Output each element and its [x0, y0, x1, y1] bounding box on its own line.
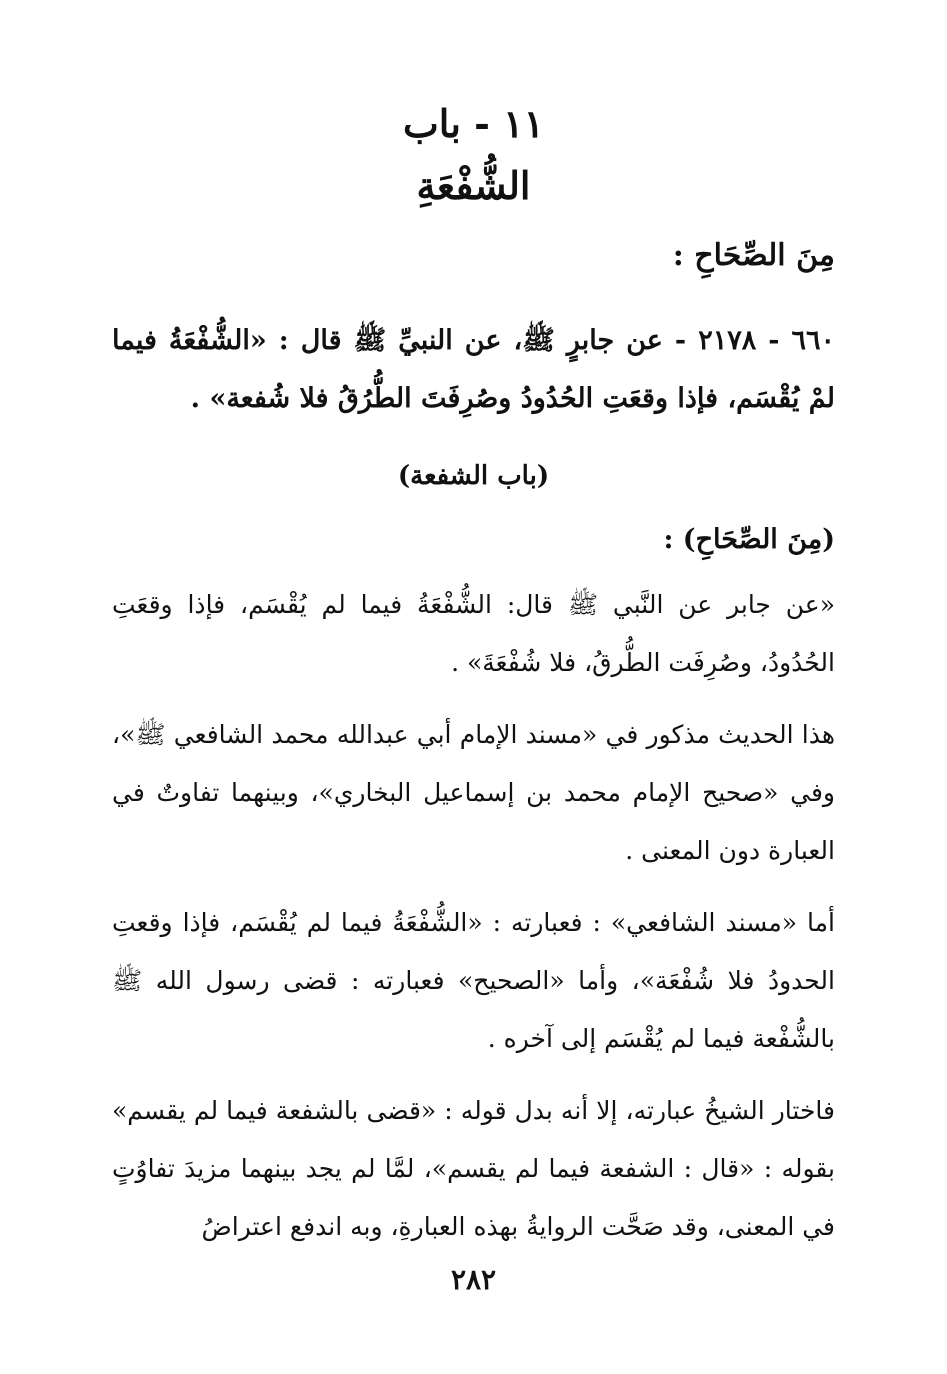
chapter-number: ١١ - باب — [403, 101, 544, 146]
commentary-paragraph: أما «مسند الشافعي» : فعبارته : «الشُّفْعَةُ فيما لم يُقْسَم، فإذا وقعتِ الحدودُ فلا شُفْعَة»، وأما «الصحيح» فعبارته : قضى رسول الله ﷺ بالشُّفْعة فيما لم يُقْسَم إلى آخره . — [112, 908, 835, 1053]
commentary-paragraph: «عن جابر عن النَّبي ﷺ قال: الشُّفْعَةُ فيما لم يُقْسَم، فإذا وقعَتِ الحُدُودُ، وصُرِفَت الطُّرقُ، فلا شُفْعَةَ» . — [112, 590, 835, 677]
commentary-sub-heading: (مِنَ الصِّحَاحِ) : — [663, 524, 835, 555]
section-heading: مِنَ الصِّحَاحِ : — [672, 238, 835, 273]
commentary-paragraph: هذا الحديث مذكور في «مسند الإمام أبي عبدالله محمد الشافعي ﷺ»، وفي «صحيح الإمام محمد بن إسماعيل البخاري»، وبينهما تفاوتٌ في العبارة دون المعنى . — [112, 720, 835, 865]
commentary-body — [112, 576, 835, 1270]
commentary-heading: (باب الشفعة) — [397, 461, 550, 491]
hadith-text: ٦٦٠ - ٢١٧٨ - عن جابرٍ ﷺ، عن النبيِّ ﷺ قال : «الشُّفْعَةُ فيما لمْ يُقْسَم، فإذا وقعَتِ الحُدُودُ وصُرِفَتَ الطُّرُقُ فلا شُفعة» . — [112, 325, 835, 414]
commentary-paragraph: فاختار الشيخُ عبارته، إلا أنه بدل قوله : «قضى بالشفعة فيما لم يقسم» بقوله : «قال : الشفعة فيما لم يقسم»، لمَّا لم يجد بينهما مزيدَ تفاوُتٍ في المعنى، وقد صَحَّت الروايةُ بهذه العبارةِ، وبه اندفع اعتراضُ — [112, 1096, 835, 1241]
page-number: ٢٨٢ — [450, 1263, 497, 1296]
chapter-title: الشُّفْعَةِ — [416, 163, 531, 208]
